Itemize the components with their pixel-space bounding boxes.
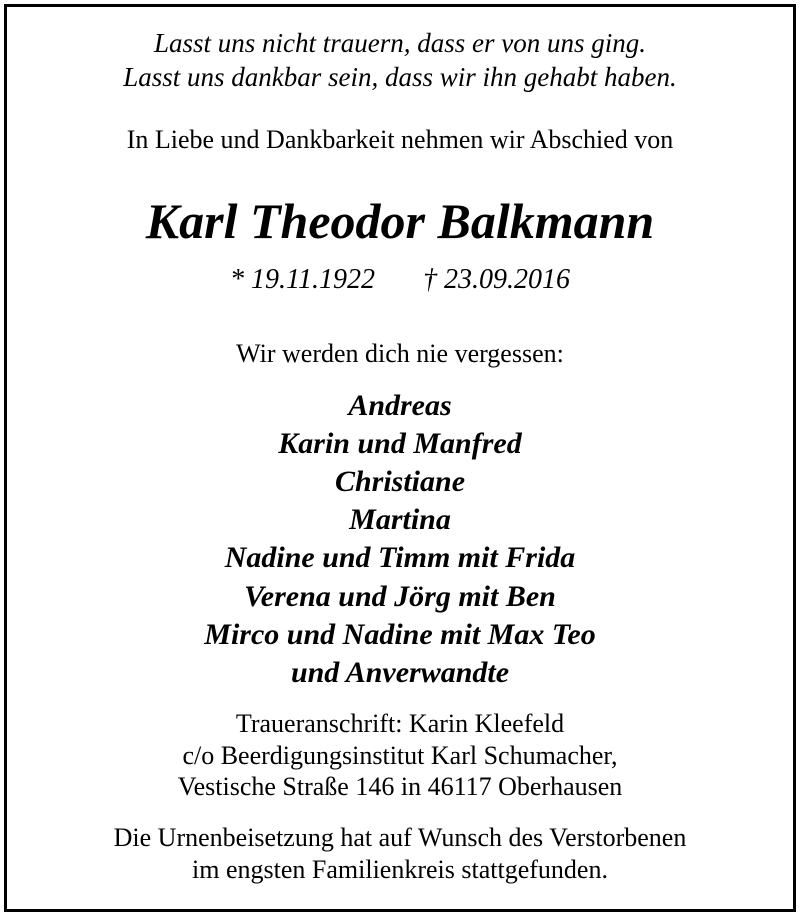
remembrance-text: Wir werden dich nie vergessen: (236, 339, 564, 368)
mourner-name: Mirco und Nadine mit Max Teo (204, 618, 596, 651)
notice-line-1: Die Urnenbeisetzung hat auf Wunsch des Verstorbenen (113, 823, 687, 852)
mourner-name: Andreas (348, 389, 452, 422)
intro-text: In Liebe und Dankbarkeit nehmen wir Abschied von (126, 125, 674, 154)
quote-line-2: Lasst uns dankbar sein, dass wir ihn gehabt haben. (123, 62, 677, 92)
quote-line-1: Lasst uns nicht trauern, dass er von uns ging. (153, 28, 647, 58)
address-line-3: Vestische Straße 146 in 46117 Oberhausen (177, 772, 623, 801)
death-date: † 23.09.2016 (422, 264, 570, 295)
deceased-name: Karl Theodor Balkmann (145, 193, 655, 249)
life-dates (0, 266, 800, 294)
mourner-name: Christiane (334, 465, 466, 498)
notice-line-2: im engsten Familienkreis stattgefunden. (192, 855, 608, 884)
mourner-name: Karin und Manfred (278, 427, 522, 460)
address-line-2: c/o Beerdigungsinstitut Karl Schumacher, (182, 741, 618, 770)
mourner-name: Martina (349, 503, 451, 536)
mourner-name: Verena und Jörg mit Ben (244, 580, 556, 613)
mourner-relatives: und Anverwandte (290, 656, 510, 689)
address-line-1: Traueranschrift: Karin Kleefeld (235, 709, 565, 738)
birth-date: * 19.11.1922 (230, 264, 375, 295)
mourner-name: Nadine und Timm mit Frida (224, 541, 576, 574)
